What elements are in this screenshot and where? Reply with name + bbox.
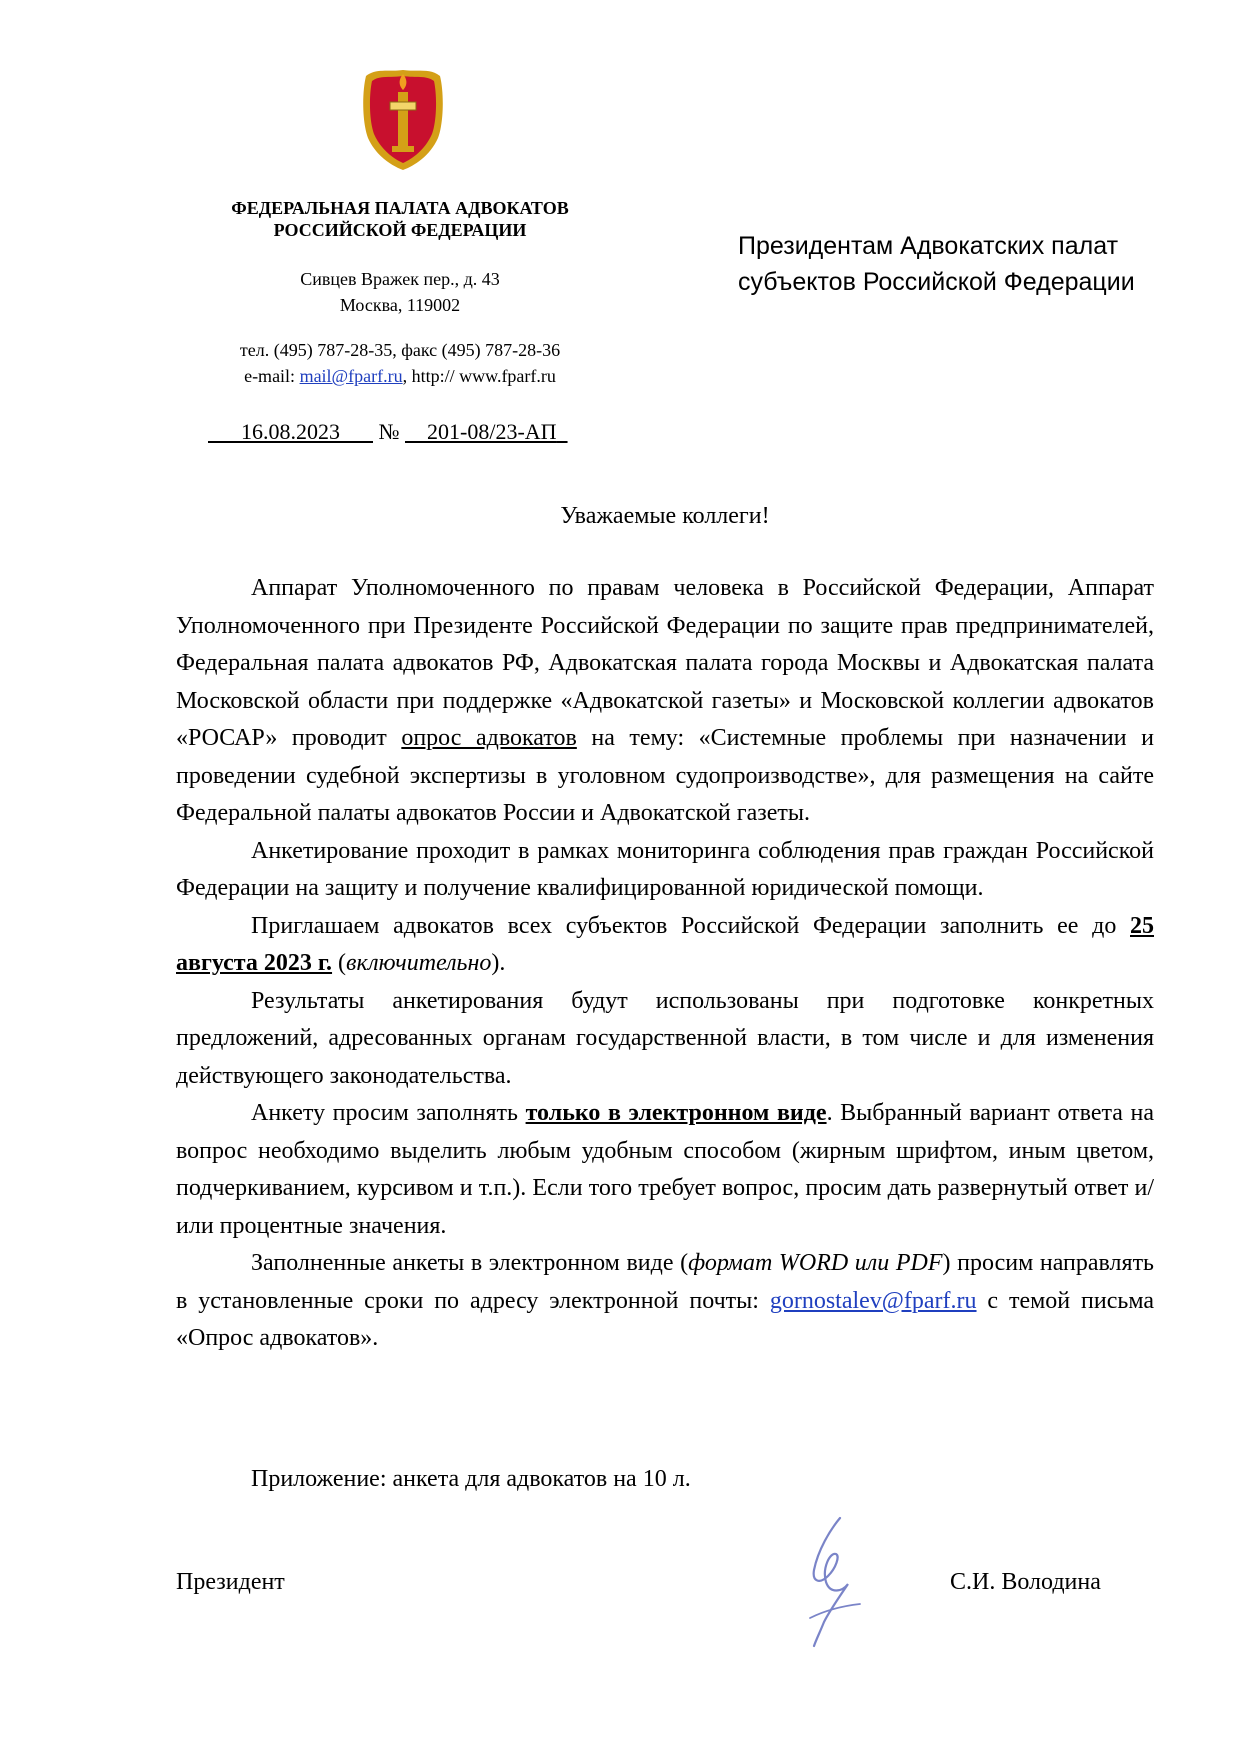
- organization-name-line1: ФЕДЕРАЛЬНАЯ ПАЛАТА АДВОКАТОВ: [231, 198, 569, 218]
- organization-contacts: [140, 337, 660, 389]
- format-note: формат WORD или PDF: [688, 1250, 943, 1276]
- address-city: Москва, 119002: [339, 295, 461, 315]
- survey-link-text: опрос адвокатов: [401, 725, 577, 751]
- lawyers-chamber-emblem-icon: [358, 62, 448, 172]
- attachment-note: Приложение: анкета для адвокатов на 10 л.: [251, 1466, 691, 1492]
- paragraph-6: Заполненные анкеты в электронном виде (формат WORD или PDF) просим направлять в установленные сроки по адресу электронной почты: gornostalev@fparf.ru с темой письма «Опрос адвокатов».: [176, 1250, 1155, 1351]
- email-link[interactable]: mail@fparf.ru: [299, 366, 403, 386]
- email-label: e-mail:: [244, 366, 300, 386]
- phone-fax: тел. (495) 787-28-35, факс (495) 787-28-36: [239, 340, 561, 360]
- paragraph-5: Анкету просим заполнять только в электронном виде. Выбранный вариант ответа на вопрос необходимо выделить любым удобным способом (жирным шрифтом, иным цветом, подчеркиванием, курсивом и т.п.). Если того требует вопрос, просим дать развернутый ответ и/или процентные значения.: [176, 1100, 1154, 1239]
- greeting: Уважаемые коллеги!: [560, 503, 770, 529]
- paragraph-4: Результаты анкетирования будут использованы при подготовке конкретных предложений, адресованных органам государственной власти, в том числе и для изменения действующего законодательства.: [176, 987, 1154, 1089]
- recipient-block: [738, 228, 1198, 300]
- document-reference: [208, 418, 628, 446]
- email-web-line: [140, 363, 660, 389]
- organization-address: [160, 266, 640, 318]
- paragraph-2: Анкетирование проходит в рамках мониторинга соблюдения прав граждан Российской Федерации на защиту и получение квалифицированной юридической помощи.: [176, 837, 1154, 901]
- recipient-line1: Президентам Адвокатских палат: [738, 232, 1119, 260]
- deadline-date: 25 августа 2023 г.: [176, 912, 1154, 976]
- handwritten-signature-icon: [770, 1510, 890, 1650]
- reference-date: 16.08.2023: [241, 419, 340, 444]
- paragraph-3: Приглашаем адвокатов всех субъектов Российской Федерации заполнить ее до 25 августа 2023 г. (включительно).: [176, 912, 1154, 976]
- letter-body: [176, 570, 1154, 1358]
- organization-name-line2: РОССИЙСКОЙ ФЕДЕРАЦИИ: [273, 220, 527, 240]
- paragraph-1: Аппарат Уполномоченного по правам человека в Российской Федерации, Аппарат Уполномоченного при Президенте Российской Федерации по защите прав предпринимателей, Федеральная палата адвокатов РФ, Адвокатская палата города Москвы и Адвокатская палата Московской области при поддержке «Адвокатской газеты» и Московской коллегии адвокатов «РОСАР» проводит опрос адвокатов на тему: «Системные проблемы при назначении и проведении судебной экспертизы в уголовном судопроизводстве», для размещения на сайте Федеральной палаты адвокатов России и Адвокатской газеты.: [176, 575, 1155, 826]
- recipient-line2: субъектов Российской Федерации: [738, 268, 1135, 296]
- website: , http:// www.fparf.ru: [402, 366, 556, 386]
- organization-name: [160, 197, 640, 241]
- address-street: Сивцев Вражек пер., д. 43: [300, 269, 500, 289]
- signatory-title: Президент: [176, 1569, 285, 1595]
- inclusive-note: включительно: [346, 950, 492, 976]
- electronic-only-note: только в электронном виде: [525, 1100, 827, 1126]
- signatory-name: С.И. Володина: [950, 1569, 1101, 1595]
- submission-email-link[interactable]: gornostalev@fparf.ru: [769, 1287, 977, 1314]
- number-sign: №: [378, 419, 400, 444]
- reference-number: 201-08/23-АП: [427, 419, 557, 444]
